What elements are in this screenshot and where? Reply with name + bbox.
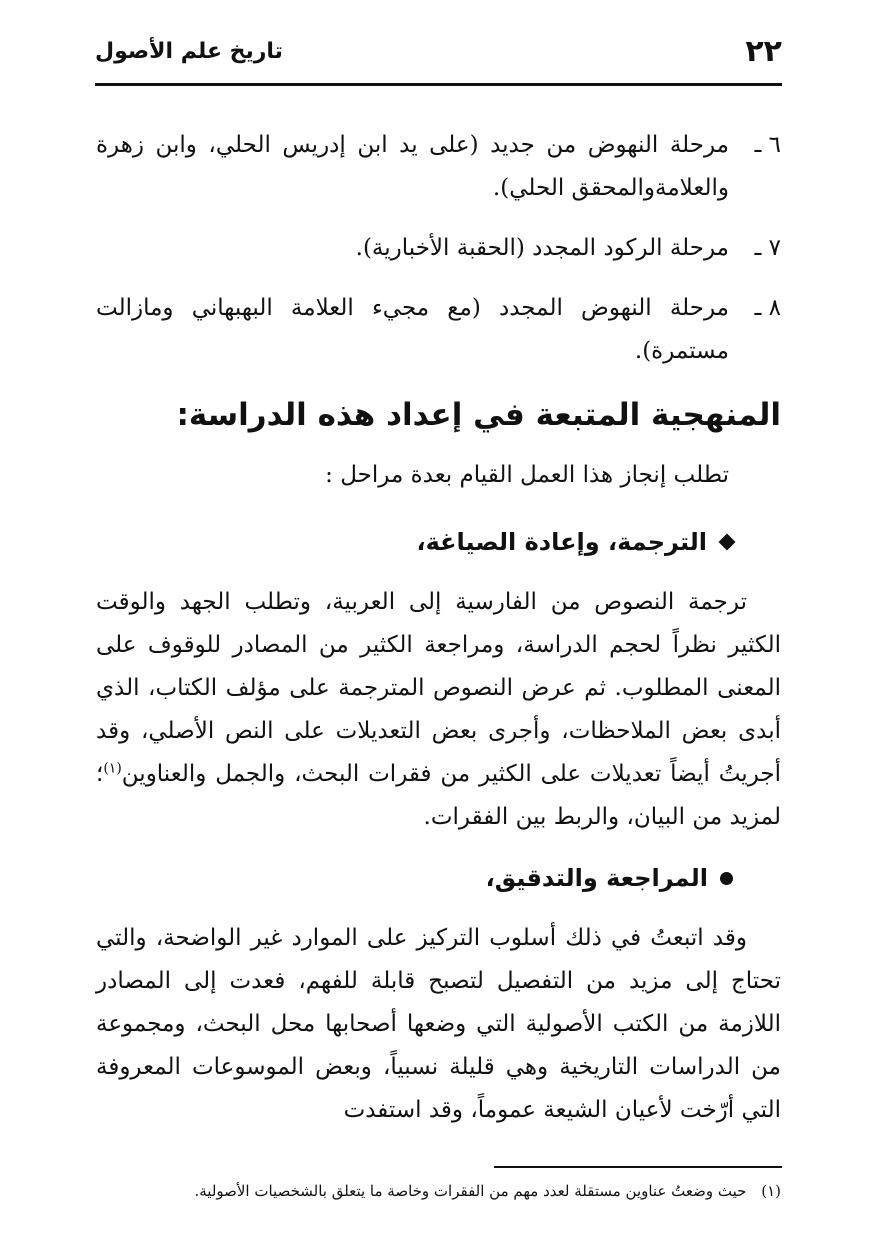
subheading-text: المراجعة والتدقيق، xyxy=(485,864,708,892)
page-number: ٢٢ xyxy=(745,34,782,69)
paragraph-end-text: ؛ لمزيد من البيان، والربط بين الفقرات. xyxy=(96,761,781,830)
list-item-6 xyxy=(96,124,781,210)
footnote-rule xyxy=(494,1166,782,1168)
paragraph-main-text: ترجمة النصوص من الفارسية إلى العربية، وتطلب الجهد والوقت الكثير نظراً لحجم الدراسة، ومراجعة الكثير من المصادر للوقوف على المعنى المطلوب. ثم عرض النصوص المترجمة على مؤلف الكتاب، الذي أبدى بعض الملاحظات، وأجرى بعض التعديلات على النص الأصلي، وقد أجريتُ أيضاً تعديلات على الكثير من فقرات البحث، والجمل والعناوين xyxy=(96,589,781,787)
subheading-translation xyxy=(96,519,733,565)
diamond-bullet-icon xyxy=(719,534,736,551)
header-rule xyxy=(95,83,782,86)
paragraph-translation xyxy=(96,581,781,839)
footnote-reference: (١) xyxy=(103,760,122,777)
footnote-marker: (١) xyxy=(761,1182,781,1200)
list-number: ٨ ـ xyxy=(754,295,781,321)
list-item-7 xyxy=(96,227,781,270)
circle-bullet-icon xyxy=(720,872,733,885)
list-item-8 xyxy=(96,287,781,373)
footnote xyxy=(104,1179,781,1204)
list-text: مرحلة الركود المجدد (الحقبة الأخبارية). xyxy=(355,235,729,261)
list-text: مرحلة النهوض من جديد (على يد ابن إدريس الحلي، وابن زهرة والعلامةوالمحقق الحلي). xyxy=(96,132,729,201)
page-content xyxy=(96,124,781,1148)
footnote-text: حيث وضعتُ عناوين مستقلة لعدد مهم من الفقرات وخاصة ما يتعلق بالشخصيات الأصولية. xyxy=(194,1182,747,1200)
list-text: مرحلة النهوض المجدد (مع مجيء العلامة البهبهاني ومازالت مستمرة). xyxy=(96,295,729,364)
subheading-review xyxy=(96,855,733,901)
page-header xyxy=(95,28,782,76)
intro-line: تطلب إنجاز هذا العمل القيام بعدة مراحل : xyxy=(325,462,729,488)
section-heading: المنهجية المتبعة في إعداد هذه الدراسة: xyxy=(176,397,781,433)
subheading-text: الترجمة، وإعادة الصياغة، xyxy=(416,528,707,556)
paragraph-review: وقد اتبعتُ في ذلك أسلوب التركيز على الموارد غير الواضحة، والتي تحتاج إلى مزيد من التفصيل لتصبح قابلة للفهم، فعدت إلى المصادر اللازمة من الكتب الأصولية التي وضعها أصحابها محل البحث، ومجموعة من الدراسات التاريخية وهي قليلة نسبياً، وبعض الموسوعات المعروفة التي أرّخت لأعيان الشيعة عموماً، وقد استفدت xyxy=(96,925,781,1123)
running-title: تاريخ علم الأصول xyxy=(95,39,283,64)
list-number: ٦ ـ xyxy=(754,132,781,158)
list-number: ٧ ـ xyxy=(754,235,781,261)
